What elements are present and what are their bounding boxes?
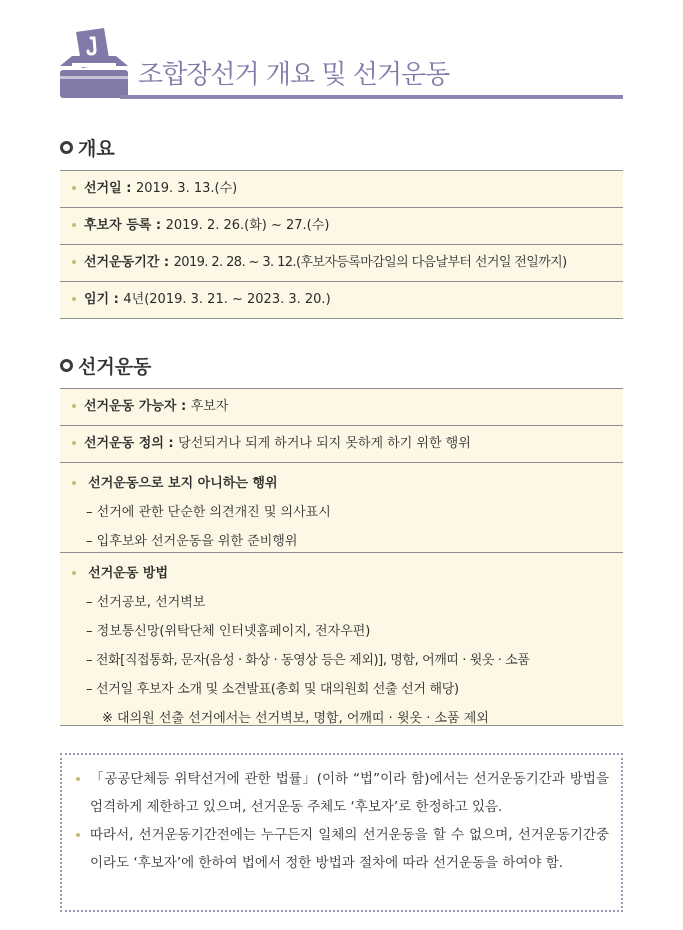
dot-bullet-icon [76, 833, 80, 837]
row-separator: : [176, 399, 191, 414]
dot-bullet-icon [72, 297, 76, 301]
row-label: 선거일 [84, 181, 122, 196]
ring-bullet-icon [60, 141, 73, 154]
dot-bullet-icon [72, 186, 76, 190]
page-header [58, 26, 623, 104]
notice-item [76, 765, 609, 821]
row-heading-line [72, 469, 623, 498]
dot-bullet-icon [72, 404, 76, 408]
row-value: 2019. 3. 13.(수) [135, 181, 238, 196]
list-item: – 선거에 관한 단순한 의견개진 및 의사표시 [86, 505, 331, 520]
dot-bullet-icon [72, 571, 76, 575]
row-label: 선거운동 정의 [84, 436, 164, 451]
row-label: 임기 [84, 292, 110, 307]
row-separator: : [159, 255, 174, 270]
overview-row-term [60, 282, 623, 319]
dot-bullet-icon [72, 441, 76, 445]
campaign-row-eligible [60, 389, 623, 426]
row-value: 당선되거나 되게 하거나 되지 못하게 하기 위한 행위 [178, 436, 471, 451]
row-value: 후보자 [190, 399, 229, 414]
row-value: 2019. 2. 26.(화) ~ 27.(수) [165, 218, 330, 233]
notice-item [76, 821, 609, 877]
ballot-box-icon [58, 26, 130, 100]
overview-heading-text: 개요 [78, 138, 115, 160]
dot-bullet-icon [76, 777, 80, 781]
list-item: – 전화[직접통화, 문자(음성 · 화상 · 동영상 등은 제외)], 명함, 어깨띠 · 윗옷 · 소품 [86, 653, 530, 668]
campaign-table [60, 388, 623, 726]
row-value: 2019. 2. 28. ~ 3. 12.(후보자등록마감일의 다음날부터 선거일 전일까지) [173, 255, 567, 270]
note-line: ※ 대의원 선출 선거에서는 선거벽보, 명함, 어깨띠 · 윗옷 · 소품 제외 [102, 711, 489, 726]
title-underline [120, 95, 623, 99]
list-item: – 정보통신망(위탁단체 인터넷홈페이지, 전자우편) [86, 624, 371, 639]
campaign-row-definition [60, 426, 623, 463]
list-item: – 선거공보, 선거벽보 [86, 595, 206, 610]
list-item: – 입후보와 선거운동을 위한 준비행위 [86, 534, 298, 549]
row-label: 선거운동으로 보지 아니하는 행위 [88, 476, 278, 491]
campaign-heading-text: 선거운동 [78, 356, 152, 378]
row-separator: : [151, 218, 166, 233]
ring-bullet-icon [60, 359, 73, 372]
overview-row-registration [60, 208, 623, 245]
campaign-row-methods [60, 553, 623, 726]
campaign-heading [60, 352, 151, 379]
row-label: 선거운동기간 [84, 255, 160, 270]
overview-row-campaign-period [60, 245, 623, 282]
dot-bullet-icon [72, 481, 76, 485]
campaign-row-exclusions [60, 463, 623, 553]
row-heading-line [72, 559, 623, 588]
row-label: 선거운동 가능자 [84, 399, 177, 414]
page-title: 조합장선거 개요 및 선거운동 [138, 60, 450, 90]
dot-bullet-icon [72, 223, 76, 227]
overview-row-election-date [60, 171, 623, 208]
row-separator: : [109, 292, 124, 307]
row-separator: : [163, 436, 179, 451]
notice-box [60, 753, 623, 912]
notice-text: 따라서, 선거운동기간전에는 누구든지 일체의 선거운동을 할 수 없으며, 선거운동기간중이라도 ‘후보자’에 한하여 법에서 정한 방법과 절차에 따라 선거운동을 하여야 함. [90, 827, 609, 871]
list-item: – 선거일 후보자 소개 및 소견발표(총회 및 대의원회 선출 선거 해당) [86, 682, 459, 697]
row-label: 후보자 등록 [84, 218, 152, 233]
notice-text: 「공공단체등 위탁선거에 관한 법률」(이하 “법”이라 함)에서는 선거운동기간과 방법을 엄격하게 제한하고 있으며, 선거운동 주체도 ‘후보자’로 한정하고 있음. [90, 771, 609, 815]
row-value: 4년(2019. 3. 21. ~ 2023. 3. 20.) [123, 292, 331, 307]
dot-bullet-icon [72, 260, 76, 264]
row-label: 선거운동 방법 [88, 566, 169, 581]
overview-table [60, 170, 623, 319]
overview-heading [60, 134, 115, 161]
row-separator: : [121, 181, 136, 196]
